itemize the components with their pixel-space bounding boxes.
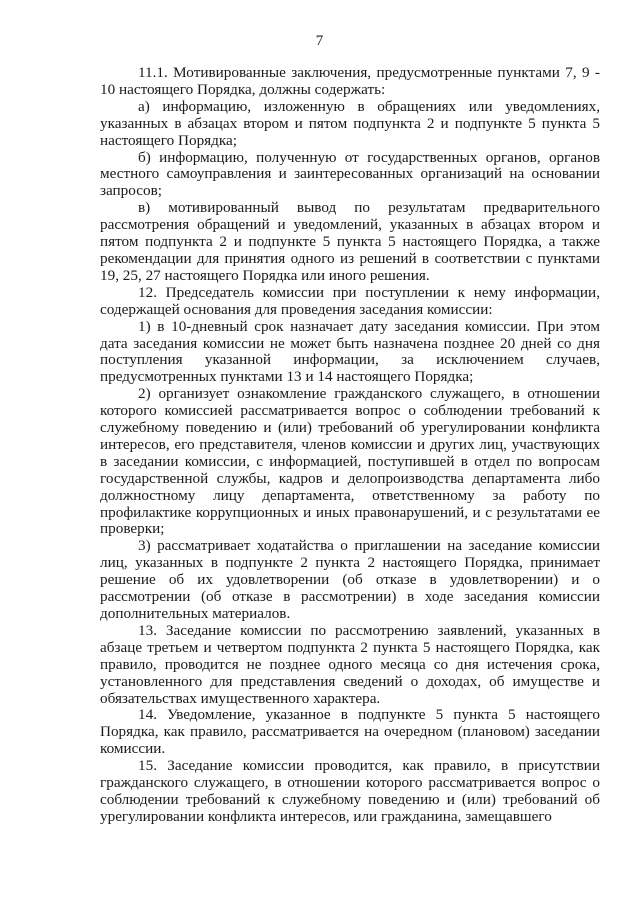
paragraph-14: 14. Уведомление, указанное в подпункте 5 пункта 5 настоящего Порядка, как правило, рассматривается на очередном (плановом) заседании комиссии. bbox=[100, 706, 600, 758]
document-body bbox=[100, 65, 600, 826]
page-number: 7 bbox=[315, 33, 324, 49]
paragraph-12: 12. Председатель комиссии при поступлении к нему информации, содержащей основания для проведения заседания комиссии: bbox=[100, 283, 600, 318]
paragraph-11-1-b: б) информацию, полученную от государственных органов, органов местного самоуправления и заинтересованных организаций на основании запросов; bbox=[100, 148, 600, 200]
paragraph-12-2: 2) организует ознакомление гражданского служащего, в отношении которого комиссией рассматривается вопрос о соблюдении требований к служебному поведению и (или) требований об урегулировании конфликта интересов, его представителя, членов комиссии и других лиц, участвующих в заседании комиссии, с информацией, поступившей в отдел по вопросам государственной службы, кадров и делопроизводства департамента либо должностному лицу департамента, ответственному за работу по профилактике коррупционных и иных правонарушений, и с результатами ее проверки; bbox=[100, 385, 600, 538]
paragraph-15: 15. Заседание комиссии проводится, как правило, в присутствии гражданского служащего, в отношении которого рассматривается вопрос о соблюдении требований к служебному поведению и (или) требований об урегулировании конфликта интересов, или гражданина, замещавшего bbox=[100, 757, 600, 825]
paragraph-12-3: 3) рассматривает ходатайства о приглашении на заседание комиссии лиц, указанных в подпункте 2 пункта 2 настоящего Порядка, принимает решение об их удовлетворении (об отказе в удовлетворении) и о рассмотрении (об отказе в рассмотрении) в ходе заседания комиссии дополнительных материалов. bbox=[100, 537, 600, 622]
paragraph-11-1: 11.1. Мотивированные заключения, предусмотренные пунктами 7, 9 - 10 настоящего Порядка, должны содержать: bbox=[100, 64, 600, 98]
paragraph-11-1-a: а) информацию, изложенную в обращениях или уведомлениях, указанных в абзацах втором и пятом подпункта 2 и подпункте 5 пункта 5 настоящего Порядка; bbox=[100, 97, 600, 149]
paragraph-13: 13. Заседание комиссии по рассмотрению заявлений, указанных в абзаце третьем и четвертом подпункта 2 пункта 5 настоящего Порядка, как правило, проводится не позднее одного месяца со дня истечения срока, установленного для представления сведений о доходах, об имуществе и обязательствах имущественного характера. bbox=[100, 621, 600, 707]
paragraph-12-1: 1) в 10-дневный срок назначает дату заседания комиссии. При этом дата заседания комиссии не может быть назначена позднее 20 дней со дня поступления указанной информации, за исключением случаев, предусмотренных пунктами 13 и 14 настоящего Порядка; bbox=[100, 317, 600, 386]
paragraph-11-1-v: в) мотивированный вывод по результатам предварительного рассмотрения обращений и уведомлений, указанных в абзацах втором и пятом подпункта 2 и подпункте 5 пункта 5 настоящего Порядка, а также рекомендации для принятия одного из решений в соответствии с пунктами 19, 25, 27 настоящего Порядка или иного решения. bbox=[100, 199, 600, 284]
